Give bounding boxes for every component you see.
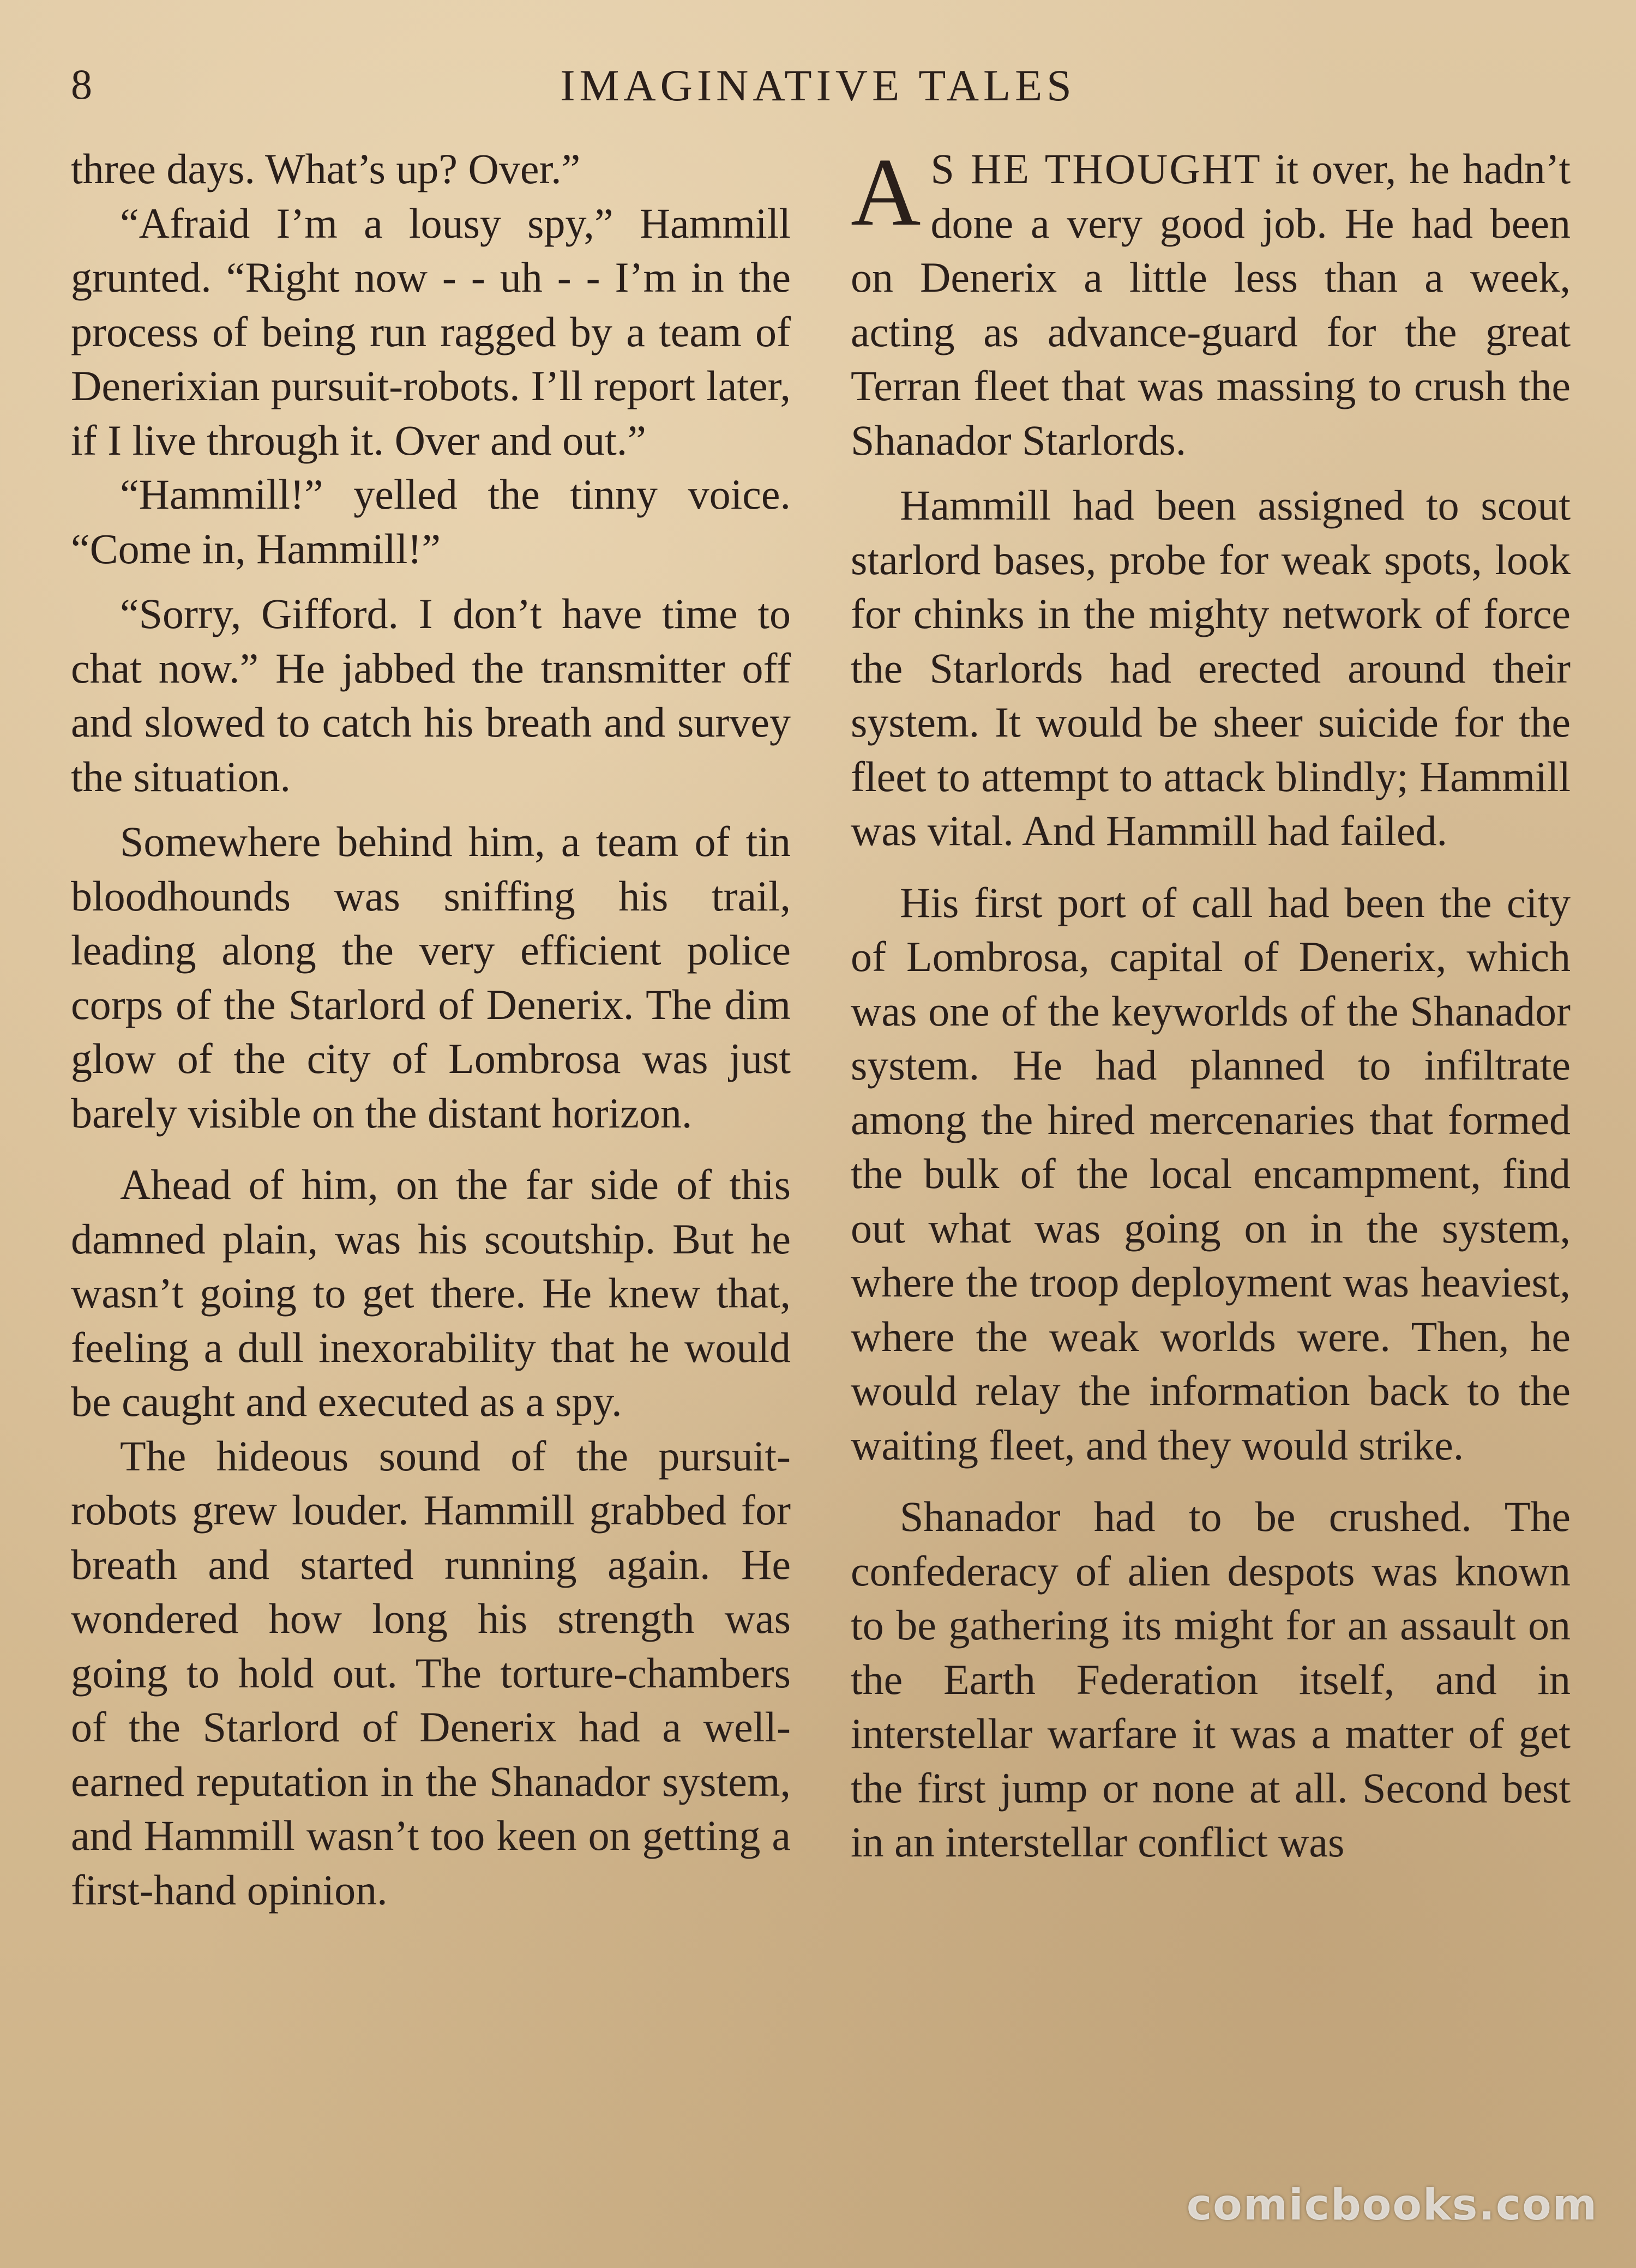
paragraph: Hammill had been assigned to scout starlord bases, probe for weak spots, look for chinks in the mighty network of force the Starlords had erected around their system. It would be sheer suicide for the fleet to attempt to attack blindly; Hammill was vital. And Hammill had failed. (851, 481, 1571, 854)
opening-text: it over, he hadn’t done a very good job. He had been on Denerix a little less than a week, acting as advance-guard for the great Terran fleet that was massing to crush the Shanador Starlords. (851, 145, 1571, 464)
paragraph: “Hammill!” yelled the tinny voice. “Come in, Hammill!” (71, 471, 791, 572)
paragraph: “Sorry, Gifford. I don’t have time to chat now.” He jabbed the transmitter off and slowed to catch his breath and survey the situation. (71, 590, 791, 800)
drop-cap: A (851, 138, 921, 246)
paragraph: His first port of call had been the city of Lombrosa, capital of Denerix, which was one of the keyworlds of the Shanador system. He had planned to infiltrate among the hired mercenaries that formed the bulk of the local encampment, find out what was going on in the system, where the troop deployment was heaviest, where the weak worlds were. Then, he would relay the information back to the waiting fleet, and they would strike. (851, 878, 1571, 1469)
right-text-column (851, 138, 1571, 1869)
left-text-column (71, 142, 791, 1917)
paragraph: Shanador had to be crushed. The confederacy of alien despots was known to be gathering its might for an assault on the Earth Federation itself, and in interstellar warfare it was a matter of get the first jump or none at all. Second best in an interstellar conflict was (851, 1493, 1571, 1866)
page-number: 8 (71, 61, 93, 108)
paragraph: Somewhere behind him, a team of tin bloodhounds was sniffing his trail, leading along the very efficient police corps of the Starlord of Denerix. The dim glow of the city of Lombrosa was just barely visible on the distant horizon. (71, 818, 791, 1137)
watermark-logo: comicbooks.com (1186, 2181, 1598, 2230)
paragraph: Ahead of him, on the far side of this damned plain, was his scoutship. But he wasn’t going to get there. He knew that, feeling a dull inexorability that he would be caught and executed as a spy. (71, 1161, 791, 1425)
paragraph: three days. What’s up? Over.” (71, 145, 581, 192)
paragraph: “Afraid I’m a lousy spy,” Hammill grunted. “Right now - - uh - - I’m in the process of being run ragged by a team of Denerixian pursuit-robots. I’ll report later, if I live through it. Over and out.” (71, 199, 791, 464)
page-header (0, 49, 1636, 120)
running-head-title: IMAGINATIVE TALES (560, 61, 1076, 110)
opening-caps: S HE THOUGHT (930, 145, 1262, 192)
paragraph: The hideous sound of the pursuit-robots grew louder. Hammill grabbed for breath and started running again. He wondered how long his strength was going to hold out. The torture-chambers of the Starlord of Denerix had a well-earned reputation in the Shanador system, and Hammill wasn’t too keen on getting a first-hand opinion. (71, 1432, 791, 1914)
opening-paragraph (851, 138, 1571, 467)
